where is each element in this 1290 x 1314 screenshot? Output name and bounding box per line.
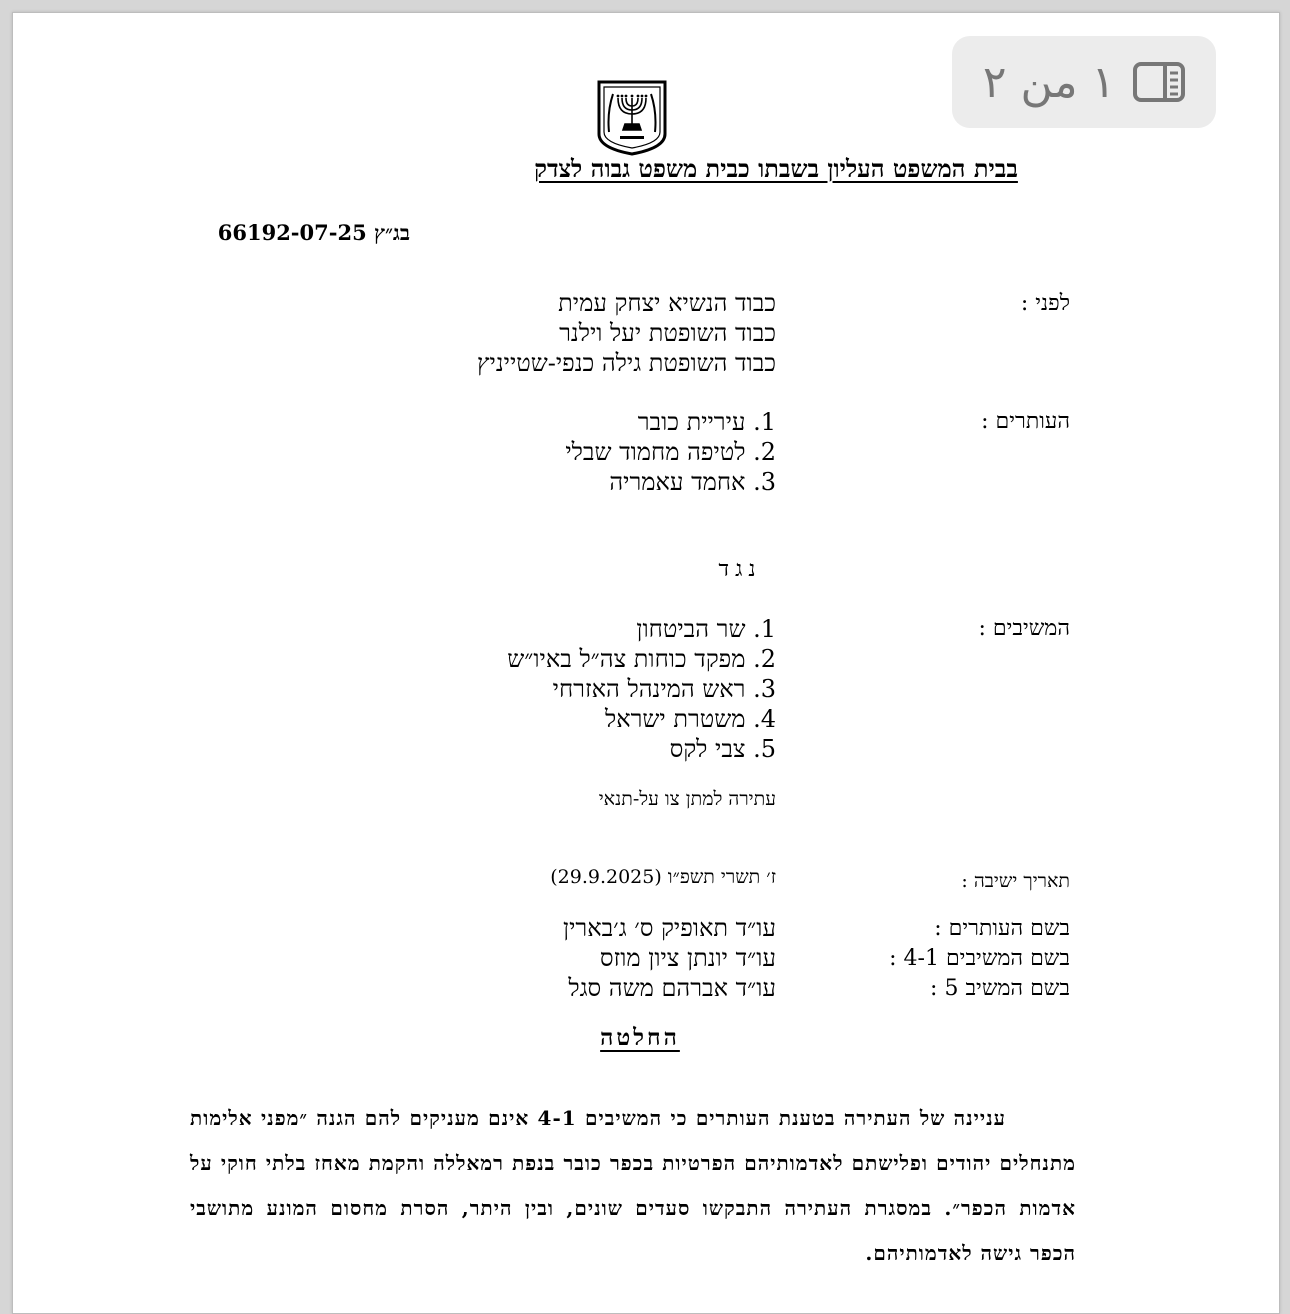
judge-name: כבוד השופטת גילה כנפי-שטייניץ (477, 349, 776, 377)
petitioners-label: העותרים : (981, 409, 1070, 434)
representation-label: בשם העותרים : (934, 916, 1070, 941)
decision-paragraph: עניינה של העתירה בטענת העותרים כי המשיבים 4-1 אינם מעניקים להם הגנה ״מפני אלימות מתנחלים יהודים ופלישתם לאדמותיהם הפרטיות בכפר כובר בנפת רמאללה והקמת מאחז בלתי חוקי על אדמות הכפר״. במסגרת העתירה התבקשו סעדים שונים, ובין היתר, הסרת מחסום המונע מתושבי הכפר גישה לאדמותיהם. (190, 1106, 1076, 1265)
respondent-item: 1. שר הביטחון (636, 615, 776, 643)
panel-label: לפני : (1020, 291, 1070, 316)
hearing-date: ז׳ תשרי תשפ״ו (29.9.2025) (550, 866, 776, 888)
respondents-list (316, 614, 776, 764)
page-count-label: ١ من ٢ (982, 56, 1116, 108)
representation-values (316, 913, 776, 1003)
representation-labels (830, 914, 1070, 1004)
petitioner-item: 2. לטיפה מחמוד שבלי (565, 438, 776, 466)
representation-label: בשם המשיבים 4-1 : (889, 946, 1070, 971)
respondent-item: 3. ראש המינהל האזרחי (552, 675, 776, 703)
respondent-item: 2. מפקד כוחות צה״ל באיו״ש (507, 645, 776, 673)
petitioner-item: 1. עיריית כובר (637, 408, 776, 436)
judge-name: כבוד הנשיא יצחק עמית (558, 289, 776, 317)
decision-title: החלטה (600, 1024, 680, 1051)
petitioners-list (316, 407, 776, 497)
attorney-name: עו״ד אברהם משה סגל (568, 974, 776, 1002)
respondents-label: המשיבים : (978, 616, 1070, 641)
representation-label: בשם המשיב 5 : (930, 976, 1070, 1001)
page-indicator[interactable] (952, 36, 1216, 128)
decision-body (190, 1096, 1076, 1276)
respondent-item: 4. משטרת ישראל (604, 705, 776, 733)
court-title: בבית המשפט העליון בשבתו כבית משפט גבוה לצדק (534, 154, 1018, 183)
case-number: בג״ץ 66192-07-25 (217, 220, 410, 245)
respondent-item: 5. צבי לקס (669, 735, 776, 763)
against-label: נגד (718, 557, 762, 582)
judges-list (316, 288, 776, 378)
hearing-label: תאריך ישיבה : (961, 870, 1070, 892)
attorney-name: עו״ד תאופיק ס׳ ג׳בארין (563, 914, 776, 942)
state-emblem-icon (593, 76, 671, 156)
judge-name: כבוד השופטת יעל וילנר (559, 319, 776, 347)
book-view-icon[interactable] (1133, 62, 1185, 102)
petitioner-item: 3. אחמד עאמריה (609, 468, 776, 496)
attorney-name: עו״ד יונתן ציון מוזס (599, 944, 776, 972)
petition-type: עתירה למתן צו על-תנאי (598, 788, 776, 810)
